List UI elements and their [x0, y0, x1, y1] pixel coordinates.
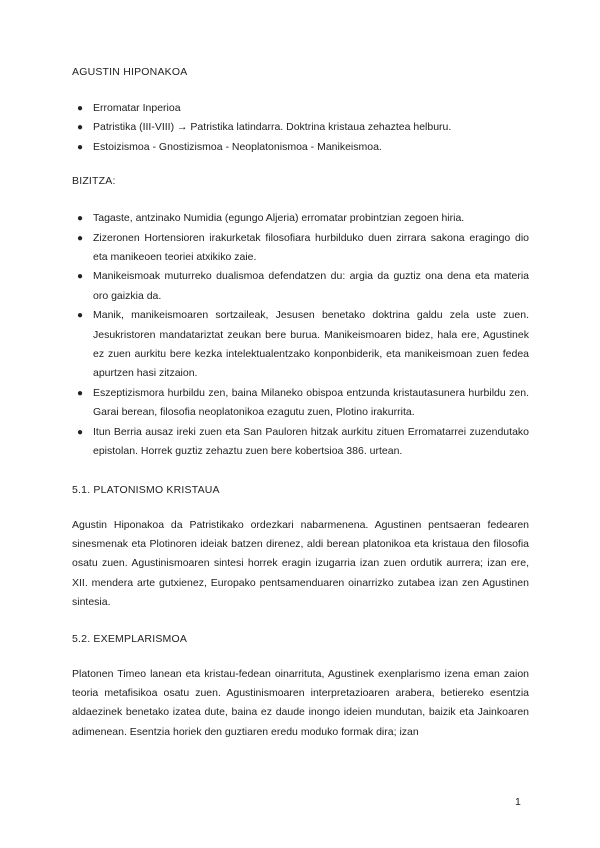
list-item-text: Zizeronen Hortensioren irakurketak filosofiara hurbilduko duen zirrara sakona eragingo dio eta manikeoen teoriei atxikiko zaie. — [93, 231, 529, 264]
bullet-icon: ● — [77, 271, 84, 283]
list-item-text: Manik, manikeismoaren sortzaileak, Jesusen benetako doktrina galdu zela uste zuen. Jesukristoren mandatariztat zeukan bere burua. Manikeismoaren bidez, hala ere, Agustinek ez zuen aurkitu bere kezka intelektualentzako konponbiderik, eta manikeismoan zuen fedea apurtzen hasi zitzaion. — [93, 309, 529, 380]
section-5-2-paragraph: Platonen Timeo lanean eta kristau-fedean oinarrituta, Agustinek exenplarismo izena eman zaion teoria metafisikoa osatu zuen. Agustinismoaren interpretazioaren arabera, betiereko esentzia aldaezinek benetako izatea dute, baina ez daude inongo ideien mundutan, baizik eta Jainkoaren adimenean. Esentzia horiek den guztiaren eredu moduko formak dira; izan — [72, 667, 529, 738]
list-item-text: Itun Berria ausaz ireki zuen eta San Pauloren hitzak aurkitu zituen Erromatarrei zuzendutako epistolan. Horrek guztiz zehaztu zuen bere kobertsioa 386. urtean. — [93, 425, 529, 458]
bizitza-bullet-list — [72, 209, 529, 461]
list-item — [72, 118, 529, 137]
document-title: AGUSTIN HIPONAKOA — [72, 66, 188, 78]
list-item — [72, 306, 529, 384]
bullet-icon: ● — [77, 122, 84, 134]
list-item-text: Erromatar Inperioa — [93, 102, 181, 114]
section-5-1-paragraph: Agustin Hiponakoa da Patristikako ordezkari nabarmenena. Agustinen pentsaeran fedearen sinesmenak eta Plotinoren ideiak batzen direnez, aldi berean platonikoa eta kristaua den filosofia osatu zuen. Agustinismoaren sintesi horrek eragin izugarria izan zuen ordutik aurrera; izan ere, XII. mendera arte gutxienez, Europako pentsamenduaren oinarrizko zutabea izan zen Agustinen sintesia. — [72, 518, 529, 609]
list-item-text: Tagaste, antzinako Numidia (egungo Aljeria) erromatar probintzian zegoen hiria. — [93, 212, 465, 225]
bullet-icon: ● — [77, 426, 84, 438]
bizitza-heading: BIZITZA: — [72, 175, 116, 188]
list-item — [72, 99, 529, 118]
list-item-text: Eszeptizismora hurbildu zen, baina Milaneko obispoa entzunda kristautasunera hurbildu zen. Garai berean, filosofia neoplatonikoa ezagutu zuen, Plotino irakurrita. — [93, 386, 529, 419]
page-number: 1 — [515, 796, 521, 808]
list-item — [72, 423, 529, 462]
bullet-icon: ● — [77, 213, 84, 225]
list-item-text: Patristika (III-VIII) → Patristika latindarra. Doktrina kristaua zehaztea helburu. — [93, 121, 452, 134]
intro-bullet-list — [72, 99, 529, 157]
list-item — [72, 138, 529, 157]
list-item-text: Manikeismoak muturreko dualismoa defendatzen du: argia da guztiz ona dena eta materia oro gaizkia da. — [93, 270, 529, 302]
bullet-icon: ● — [77, 232, 84, 244]
section-5-1-heading: 5.1. PLATONISMO KRISTAUA — [72, 483, 220, 496]
list-item-text: Estoizismoa - Gnostizismoa - Neoplatonismoa - Manikeismoa. — [93, 140, 382, 153]
list-item — [72, 384, 529, 423]
list-item — [72, 267, 529, 306]
list-item — [72, 229, 529, 268]
bullet-icon: ● — [77, 387, 84, 399]
list-item — [72, 209, 529, 228]
document-body — [72, 66, 529, 742]
bullet-icon: ● — [77, 141, 84, 153]
bullet-icon: ● — [77, 103, 84, 114]
bullet-icon: ● — [77, 310, 84, 322]
section-5-2-heading: 5.2. EXEMPLARISMOA — [72, 632, 188, 645]
